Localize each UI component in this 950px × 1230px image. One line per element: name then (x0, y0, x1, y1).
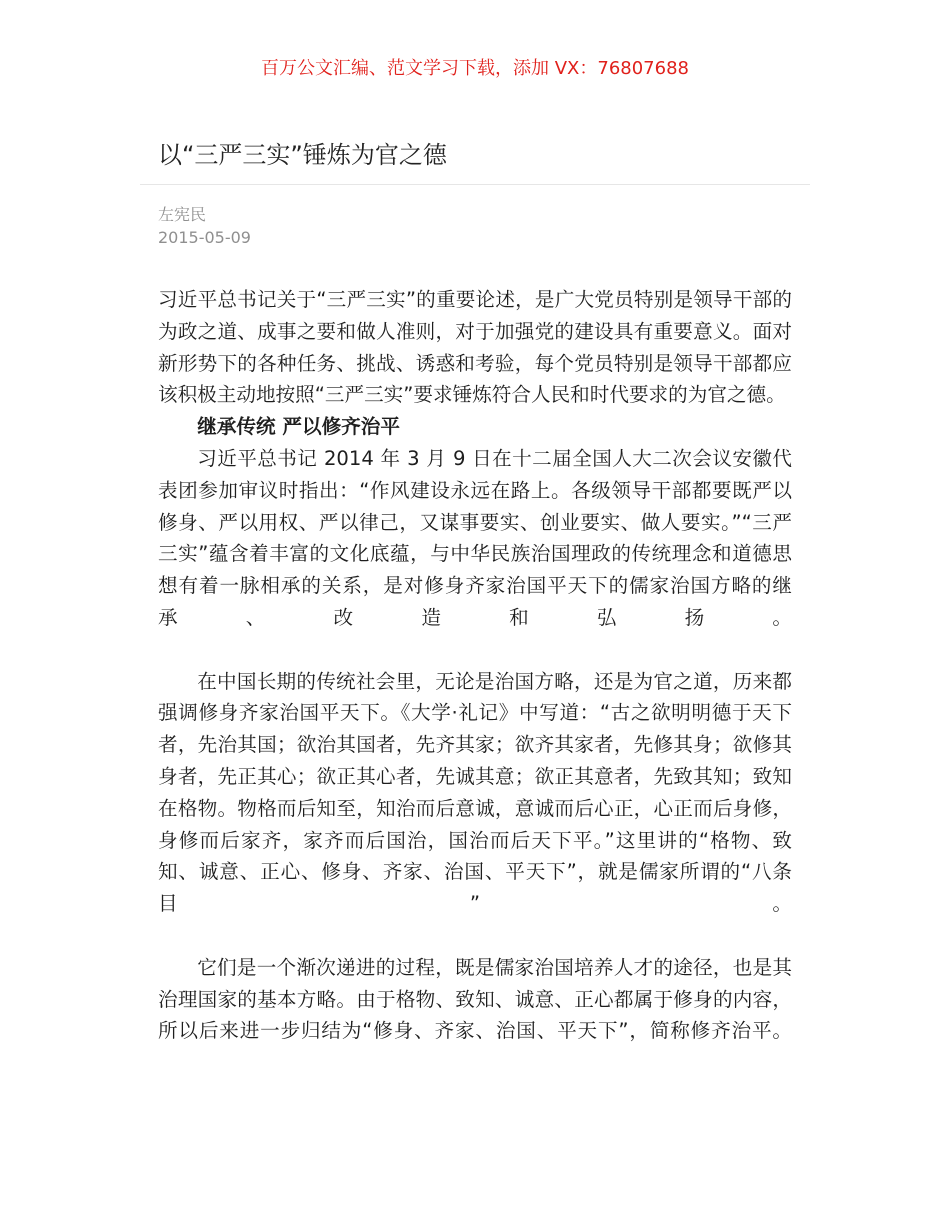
section-heading: 继承传统 严以修齐治平 (197, 415, 400, 439)
promo-banner: 百万公文汇编、范文学习下载，添加 VX：76807688 (261, 58, 689, 79)
body-paragraph: 在中国长期的传统社会里，无论是治国方略，还是为官之道，历来都强调修身齐家治国平天下。《大学·礼记》中写道：“古之欲明明德于天下者，先治其国；欲治其国者，先齐其家；欲齐其家者，先修其身；欲修其身者，先正其心；欲正其心者，先诚其意；欲正其意者，先致其知；致知在格物。物格而后知至，知治而后意诚，意诚而后心正，心正而后身修，身修而后家齐，家齐而后国治，国治而后天下平。”这里讲的“格物、致知、诚意、正心、修身、齐家、治国、平天下”，就是儒家所谓的“八条目”。 (158, 669, 792, 916)
article-title: 以“三严三实”锤炼为官之德 (158, 141, 447, 169)
article-body (158, 284, 792, 1047)
article-date: 2015-05-09 (158, 228, 251, 247)
intro-paragraph: 习近平总书记关于“三严三实”的重要论述，是广大党员特别是领导干部的为政之道、成事之要和做人准则，对于加强党的建设具有重要意义。面对新形势下的各种任务、挑战、诱惑和考验，每个党员特别是领导干部都应该积极主动地按照“三严三实”要求锤炼符合人民和时代要求的为官之德。 (158, 288, 792, 407)
article-meta (158, 203, 251, 249)
title-divider (140, 184, 810, 185)
article-author: 左宪民 (158, 205, 207, 224)
body-paragraph: 它们是一个渐次递进的过程，既是儒家治国培养人才的途径，也是其治理国家的基本方略。由于格物、致知、诚意、正心都属于修身的内容，所以后来进一步归结为“修身、齐家、治国、平天下”，简称修齐治平。 (158, 955, 792, 1043)
body-paragraph: 习近平总书记 2014 年 3 月 9 日在十二届全国人大二次会议安徽代表团参加审议时指出：“作风建设永远在路上。各级领导干部都要既严以修身、严以用权、严以律己，又谋事要实、创业要实、做人要实。”“三严三实”蕴含着丰富的文化底蕴，与中华民族治国理政的传统理念和道德思想有着一脉相承的关系，是对修身齐家治国平天下的儒家治国方略的继承、改造和弘扬。 (158, 446, 792, 629)
